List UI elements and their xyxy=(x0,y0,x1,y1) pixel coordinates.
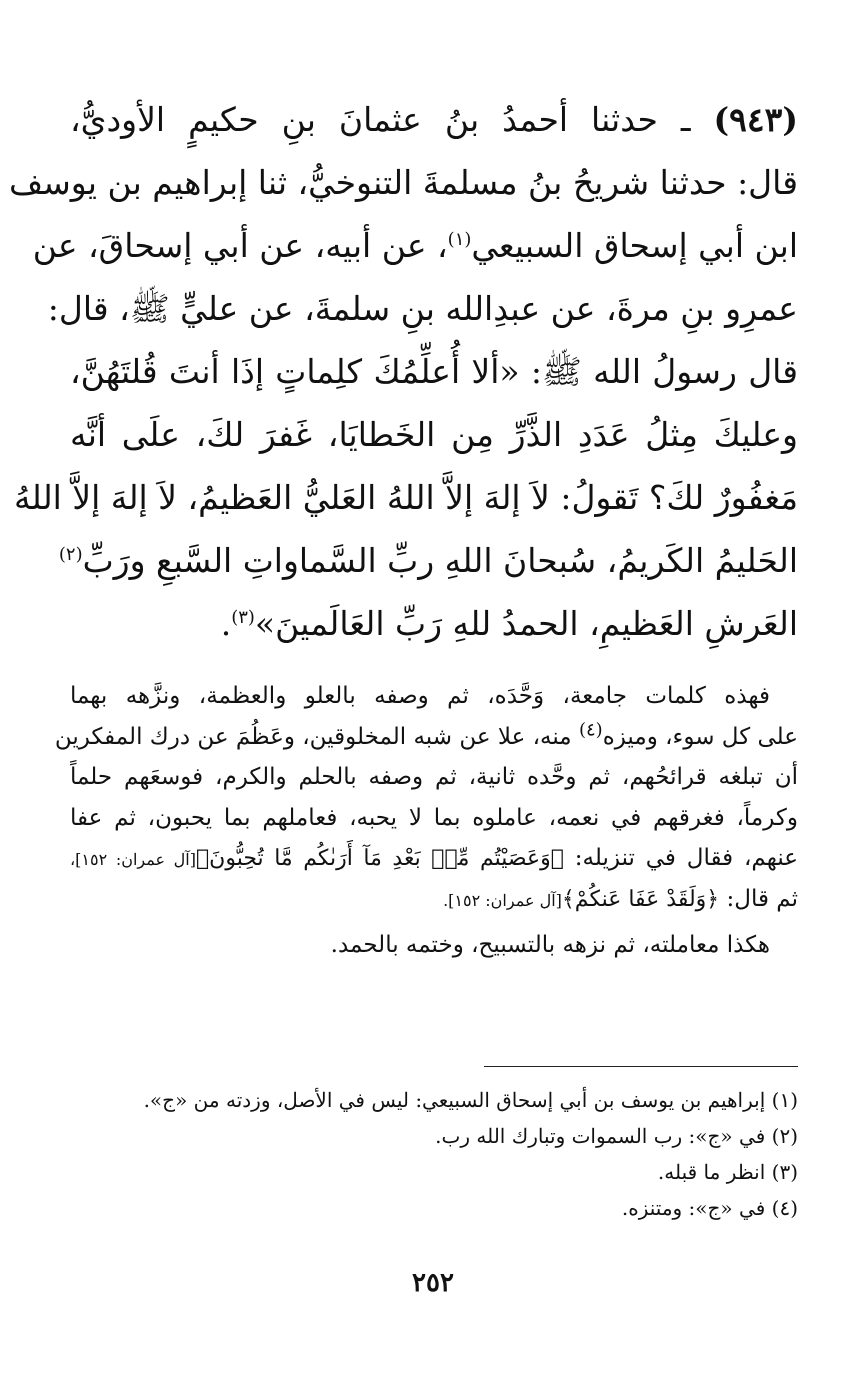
hadith-line-8: الحَليمُ الكَريمُ، سُبحانَ اللهِ ربِّ السَّماواتِ السَّبعِ ورَبِّ$^{(٢)}$ xyxy=(58,541,798,580)
hadith-number: (٩٤٣) xyxy=(713,100,798,139)
commentary-line-3: أن تبلغه قرائحُهم، ثم وحَّده ثانية، ثم وصفه بالحلم والكرم، فوسعَهم حلماً xyxy=(70,764,798,790)
footnote-ref-3: (٣) xyxy=(231,607,255,628)
footnote-ref-1: (١) xyxy=(447,229,472,250)
hadith-line-5: قال رسولُ الله ﷺ: «ألا أُعلِّمُكَ كلِماتٍ إذَا أنتَ قُلتَهُنَّ، xyxy=(70,352,798,391)
page-number: ٢٥٢ xyxy=(412,1268,454,1298)
quran-verse-2: ﴿وَلَقَدْ عَفَا عَنكُمْ﴾ xyxy=(561,886,720,912)
commentary-line-4: وكرماً، فغرقهم في نعمه، عاملوه بما لا يحبه، فعاملهم بما يحبون، ثم عفا xyxy=(70,804,798,831)
hadith-text xyxy=(8,88,798,655)
quran-reference-2: [آل عمران: ١٥٢]. xyxy=(443,890,562,910)
footnote-ref-2: (٢) xyxy=(58,544,83,565)
footnote-mark: (١) xyxy=(771,1088,798,1112)
hadith-line-3: ابن أبي إسحاق السبيعي$^{(١)}$، عن أبيه، عن أبي إسحاقَ، عن xyxy=(32,226,798,265)
footnote-mark: (٤) xyxy=(771,1196,798,1220)
footnotes xyxy=(70,1082,798,1226)
quran-verse-1: ﴿وَعَصَيْتُم مِّنۢ بَعْدِ مَآ أَرَىٰكُم مَّا تُحِبُّونَ﴾ xyxy=(195,846,564,871)
hadith-line-7: مَغفُورٌ لكَ؟ تَقولُ: لاَ إلهَ إلاَّ اللهُ العَليُّ العَظيمُ، لاَ إلهَ إلاَّ اللهُ xyxy=(13,478,798,517)
hadith-line-2: قال: حدثنا شريحُ بنُ مسلمةَ التنوخيُّ، ثنا إبراهيم بن يوسف xyxy=(8,163,798,202)
quran-reference-1: [آل عمران: ١٥٢]، xyxy=(70,850,196,869)
footnote-2 xyxy=(70,1118,798,1154)
hadith-line-6: وعليكَ مِثلُ عَدَدِ الذَّرِّ مِن الخَطايَا، غَفرَ لكَ، علَى أنَّه xyxy=(70,415,798,454)
hadith-line-1: (٩٤٣) ـ حدثنا أحمدُ بنُ عثمانَ بنِ حكيمٍ الأوديُّ، xyxy=(70,100,798,139)
footnote-text: انظر ما قبله. xyxy=(657,1160,766,1184)
footnote-mark: (٢) xyxy=(771,1124,798,1148)
footnote-mark: (٣) xyxy=(771,1160,798,1184)
footnote-1 xyxy=(70,1082,798,1118)
commentary-line-6: ثم قال: ﴿وَلَقَدْ عَفَا عَنكُمْ﴾[آل عمران: ١٥٢]. xyxy=(443,885,798,912)
footnote-4 xyxy=(70,1190,798,1226)
footnote-3 xyxy=(70,1154,798,1190)
footnote-ref-4: (٤) xyxy=(578,718,603,740)
footnote-text: في «ج»: ومتنزه. xyxy=(621,1196,766,1220)
hadith-line-9: العَرشِ العَظيمِ، الحمدُ للهِ رَبِّ العَالَمينَ»$^{(٣)}$. xyxy=(220,604,798,643)
footnote-text: إبراهيم بن يوسف بن أبي إسحاق السبيعي: ليس في الأصل، وزدته من «ج». xyxy=(143,1088,766,1112)
commentary xyxy=(54,676,798,966)
footnote-text: في «ج»: رب السموات وتبارك الله رب. xyxy=(435,1124,766,1148)
commentary-line-2: على كل سوء، وميزه$^{(٤)}$ منه، علا عن شبه المخلوقين، وعَظُمَ عن درك المفكرين xyxy=(54,718,798,750)
hadith-line-4: عمرِو بنِ مرةَ، عن عبدِالله بنِ سلمةَ، عن عليٍّ ﷺ، قال: xyxy=(47,289,798,328)
commentary-line-5: عنهم، فقال في تنزيله: ﴿وَعَصَيْتُم مِّنۢ بَعْدِ مَآ أَرَىٰكُم مَّا تُحِبُّونَ﴾[آل عمران: ١٥٢]، xyxy=(70,845,798,871)
commentary-closing-line: هكذا معاملته، ثم نزهه بالتسبيح، وختمه بالحمد. xyxy=(330,932,770,958)
footnote-divider xyxy=(484,1066,798,1067)
commentary-line-1: فهذه كلمات جامعة، وَحَّدَه، ثم وصفه بالعلو والعظمة، ونزَّهه بهما xyxy=(70,683,770,709)
